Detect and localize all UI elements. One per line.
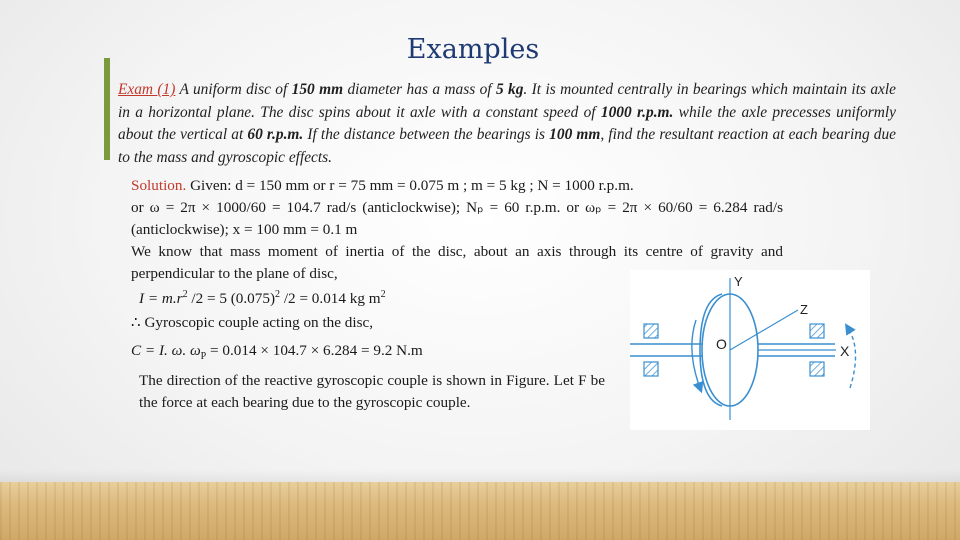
gyroscope-diagram	[630, 270, 870, 430]
label-z: Z	[800, 302, 808, 317]
gyroscope-svg	[630, 270, 870, 430]
solution-given: Solution. Given: d = 150 mm or r = 75 mm = 0.075 m ; m = 5 kg ; N = 1000 r.p.m.	[131, 177, 634, 194]
direction-paragraph: The direction of the reactive gyroscopic couple is shown in Figure. Let F be the force at each bearing due to the gyroscopic couple.	[139, 372, 605, 411]
couple-equation: C = I. ω. $\omega_P = 0.014 \times 104.7 \times 6.284 = 9.2$ N.m	[131, 342, 423, 363]
accent-bar	[104, 58, 110, 160]
wood-floor-decoration	[0, 482, 960, 540]
couple-intro: ∴ Gyroscopic couple acting on the disc,	[131, 314, 374, 331]
solution-label: Solution.	[131, 177, 187, 194]
spin-arrow	[692, 320, 700, 388]
slide-title: Examples	[406, 34, 540, 65]
left-bearing-bottom	[644, 362, 658, 376]
label-o: O	[716, 336, 727, 352]
left-bearing-top	[644, 324, 658, 338]
label-y: Y	[734, 274, 743, 289]
problem-statement: Exam (1) A uniform disc of 150 mm diameter has a mass of 5 kg. It is mounted centrally in bearings which maintain its axle in a horizontal plane. The disc spins about it axle with a constant speed of 1000 r.p.m. while the axle precesses uniformly about the vertical at 60 r.p.m. If the distance between the bearings is 100 mm, find the resultant reaction at each bearing due to the mass and gyroscopic effects.	[118, 81, 896, 166]
solution-block	[131, 175, 783, 285]
label-x: X	[840, 343, 850, 359]
exam-label: Exam (1)	[118, 81, 176, 98]
inertia-equation: $I = m.r^2$ /2 = 5 $(0.075)^2$ /2 = 0.014 kg $m^2$	[139, 288, 386, 307]
right-bearing-bottom	[810, 362, 824, 376]
solution-omega: or ω = 2π × 1000/60 = 104.7 rad/s (anticlockwise); Nₚ = 60 r.p.m. or ωₚ = 2π × 60/60 = 6.284 rad/s (anticlockwise); x = 100 mm = 0.1 m	[131, 199, 783, 238]
right-bearing-top	[810, 324, 824, 338]
solution-inertia-text: We know that mass moment of inertia of the disc, about an axis through its centre of gravity and perpendicular to the plane of disc,	[131, 243, 783, 282]
